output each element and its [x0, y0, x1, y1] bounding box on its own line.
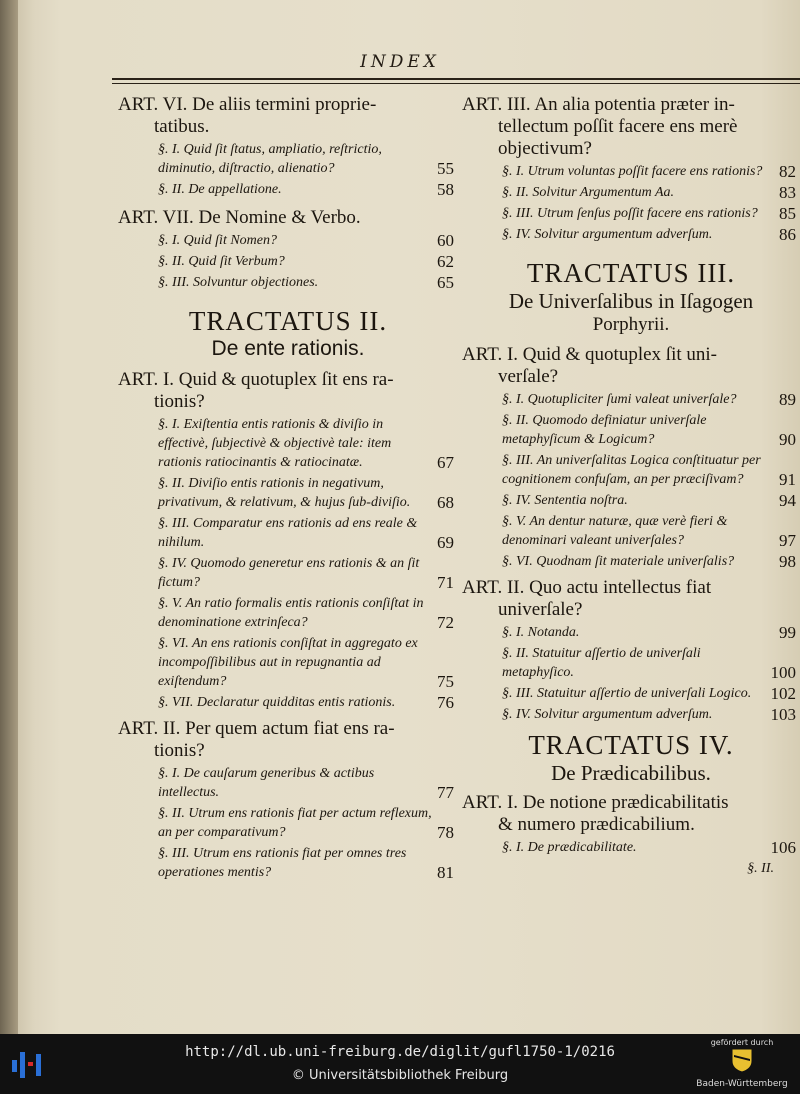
page-number: 97: [779, 531, 796, 550]
section-entry: §. IV. Solvitur argumentum adverſum. 103: [502, 705, 796, 724]
page-header: INDEX: [360, 52, 440, 72]
page-number: 65: [437, 273, 454, 292]
tractatus-subtitle: De Prædicabilibus.: [551, 761, 711, 785]
section-entry: §. V. An dentur naturæ, quæ verè fieri & denominari valeant univerſales? 97: [502, 514, 796, 550]
tractatus-subtitle-line2: Porphyrii.: [592, 314, 670, 335]
page-number: 85: [779, 204, 796, 223]
page-number: 98: [779, 552, 796, 571]
page-number: 68: [437, 493, 454, 512]
article-heading: ART. I. Quid & quotuplex ſit ens ra- tionis?: [118, 369, 394, 412]
page-number: 91: [779, 470, 796, 489]
page-number: 69: [437, 533, 454, 552]
page-number: 72: [437, 613, 454, 632]
book-spine-shadow: [0, 0, 18, 1034]
viewer-footer: [0, 1034, 800, 1094]
page-number: 106: [770, 838, 796, 857]
page-number: 81: [437, 863, 454, 882]
page-number: 102: [770, 684, 796, 703]
page-number: 94: [779, 491, 796, 510]
section-entry: §. III. Statuitur aſſertio de univerſali Logico. 102: [502, 684, 796, 703]
section-entry: §. I. Notanda. 99: [502, 623, 796, 642]
page-number: 58: [437, 180, 454, 199]
article-heading: ART. VII. De Nomine & Verbo.: [118, 207, 361, 228]
copyright-notice: © Universitätsbibliothek Freiburg: [291, 1068, 509, 1083]
state-name: Baden-Württemberg: [696, 1079, 788, 1089]
section-entry: §. IV. Sententia noſtra. 94: [502, 491, 796, 510]
section-entry: §. IV. Solvitur argumentum adverſum. 86: [502, 225, 796, 244]
section-entry: §. I. Exiſtentia entis rationis & diviſio in effectivè, ſubjectivè & objectivè tale: item rationis ratiocinantis & ratiocinatæ. 67: [158, 417, 454, 472]
page-number: 82: [779, 162, 796, 181]
article-heading: ART. VI. De aliis termini proprie- tatibus.: [118, 94, 377, 137]
tractatus-subtitle: De Univerſalibus in Iſagogen: [508, 289, 754, 313]
tractatus-subtitle: De ente rationis.: [211, 337, 365, 360]
section-entry: §. VI. An ens rationis conſiſtat in aggregato ex incompoſſibilibus aut in repugnantia ad exiſtendum? 75: [158, 636, 454, 691]
page-number: 90: [779, 430, 796, 449]
tractatus-title: TRACTATUS II.: [188, 306, 388, 336]
article-heading: ART. I. Quid & quotuplex ſit uni- verſale?: [462, 344, 717, 387]
section-entry: §. I. Quid ſit ſtatus, ampliatio, reſtrictio, diminutio, diſtractio, alienatio? 55: [158, 142, 454, 178]
page-number: 55: [437, 159, 454, 178]
article-heading: ART. III. An alia potentia præter in- tellectum poſſit facere ens merè objectivum?: [462, 94, 738, 159]
page-number: 86: [779, 225, 796, 244]
section-entry: §. II. Quomodo definiatur univerſale metaphyſicum & Logicum? 90: [502, 413, 796, 449]
page-number: 99: [779, 623, 796, 642]
tractatus-title: TRACTATUS IV.: [528, 730, 734, 760]
funding-logo: [692, 1038, 792, 1090]
article-heading: ART. I. De notione prædicabilitatis & numero prædicabilium.: [462, 792, 729, 835]
permalink-url[interactable]: http://dl.ub.uni-freiburg.de/diglit/gufl1750-1/0216: [185, 1044, 615, 1060]
page-number: 77: [437, 783, 454, 802]
section-entry: §. I. Quotupliciter ſumi valeat univerſale? 89: [502, 390, 796, 409]
section-entry: §. I. Utrum voluntas poſſit facere ens rationis? 82: [502, 162, 796, 181]
page-number: 62: [437, 252, 454, 271]
page-number: 71: [437, 573, 454, 592]
right-column: [462, 90, 800, 878]
page-number: 100: [770, 663, 796, 682]
section-entry: §. III. Comparatur ens rationis ad ens reale & nihilum. 69: [158, 516, 454, 552]
section-entry: §. I. De prædicabilitate. 106: [502, 838, 796, 857]
header-rule-thin: [112, 83, 800, 84]
section-entry: §. II.: [747, 861, 774, 876]
page-number: 89: [779, 390, 796, 409]
article-heading: ART. II. Quo actu intellectus fiat univerſale?: [462, 577, 712, 620]
section-entry: §. II. Utrum ens rationis fiat per actum reflexum, an per comparativum? 78: [158, 806, 454, 842]
page-number: 103: [770, 705, 796, 724]
section-entry: §. II. Quid ſit Verbum? 62: [158, 252, 454, 271]
section-entry: §. III. An univerſalitas Logica conſtituatur per cognitionem confuſam, an per præciſivam? 91: [502, 453, 796, 489]
section-entry: §. V. An ratio formalis entis rationis conſiſtat in denominatione extrinſeca? 72: [158, 596, 454, 632]
state-coat-of-arms-icon: [728, 1047, 756, 1073]
section-entry: §. II. Diviſio entis rationis in negativum, privativum, & relativum, & hujus ſub-diviſio. 68: [158, 476, 454, 512]
section-entry: §. I. Quid ſit Nomen? 60: [158, 231, 454, 250]
page-number: 67: [437, 453, 454, 472]
section-entry: §. III. Utrum ens rationis fiat per omnes tres operationes mentis? 81: [158, 846, 454, 882]
page-number: 83: [779, 183, 796, 202]
funded-by-label: gefördert durch: [710, 1038, 774, 1047]
section-entry: §. VI. Quodnam ſit materiale univerſalis? 98: [502, 552, 796, 571]
tractatus-title: TRACTATUS III.: [526, 258, 736, 288]
header-rule: [112, 78, 800, 80]
section-entry: §. II. De appellatione. 58: [158, 180, 454, 199]
article-heading: ART. II. Per quem actum fiat ens ra- tionis?: [118, 718, 395, 761]
page-number: 78: [437, 823, 454, 842]
section-entry: §. II. Statuitur aſſertio de univerſali metaphyſico. 100: [502, 646, 796, 682]
left-column: [118, 90, 458, 882]
section-entry: §. III. Utrum ſenſus poſſit facere ens rationis? 85: [502, 204, 796, 223]
section-entry: §. I. De cauſarum generibus & actibus intellectus. 77: [158, 766, 454, 802]
page-number: 60: [437, 231, 454, 250]
section-entry: §. IV. Quomodo generetur ens rationis & an ſit fictum? 71: [158, 556, 454, 592]
section-entry: §. VII. Declaratur quidditas entis rationis. 76: [158, 693, 454, 712]
section-entry: §. III. Solvuntur objectiones. 65: [158, 273, 454, 292]
page-number: 75: [437, 672, 454, 691]
section-entry: §. II. Solvitur Argumentum Aa. 83: [502, 183, 796, 202]
page-number: 76: [437, 693, 454, 712]
